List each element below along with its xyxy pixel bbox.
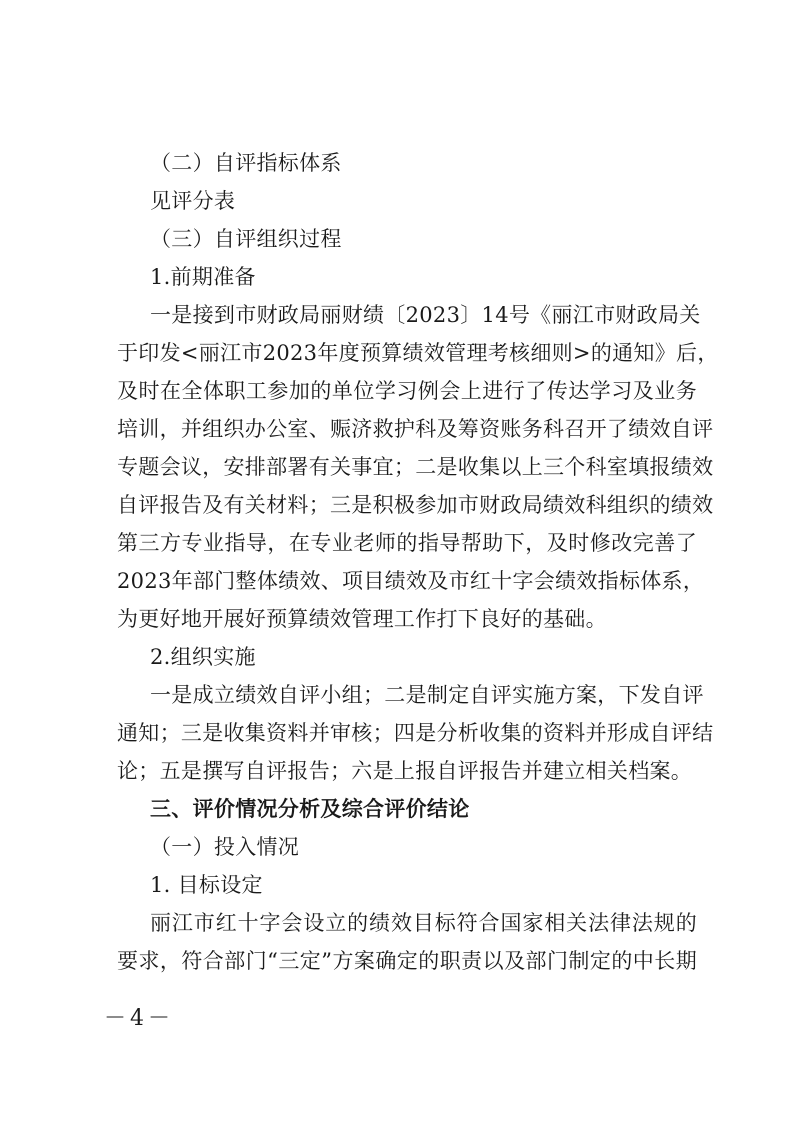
paragraph-line: 丽江市红十字会设立的绩效目标符合国家相关法律法规的 xyxy=(150,911,697,935)
paragraph-line: 要求，符合部门“三定”方案确定的职责以及部门制定的中长期 xyxy=(117,949,697,973)
paragraph-line: 专题会议，安排部署有关事宜；二是收集以上三个科室填报绩效 xyxy=(117,455,714,479)
subheading-goal-setting: 1. 目标设定 xyxy=(150,873,263,897)
paragraph-line: 及时在全体职工参加的单位学习例会上进行了传达学习及业务 xyxy=(117,379,697,403)
paragraph-line: 第三方专业指导，在专业老师的指导帮助下，及时修改完善了 xyxy=(117,531,697,555)
paragraph-line: 一是接到市财政局丽财绩〔2023〕14号《丽江市财政局关 xyxy=(150,303,701,327)
paragraph-line: 论；五是撰写自评报告；六是上报自评报告并建立相关档案。 xyxy=(117,759,693,783)
heading-input: （一）投入情况 xyxy=(150,835,300,859)
paragraph-line: 为更好地开展好预算绩效管理工作打下良好的基础。 xyxy=(117,607,607,631)
heading-self-eval-indicators: （二）自评指标体系 xyxy=(150,151,342,175)
paragraph-line: 2023年部门整体绩效、项目绩效及市红十字会绩效指标体系， xyxy=(117,569,705,593)
heading-self-eval-process: （三）自评组织过程 xyxy=(150,227,342,251)
subheading-implementation: 2.组织实施 xyxy=(150,645,256,669)
see-score-table: 见评分表 xyxy=(150,189,236,213)
paragraph-line: 自评报告及有关材料；三是积极参加市财政局绩效科组织的绩效 xyxy=(117,493,714,517)
page-number: －4－ xyxy=(104,1006,174,1031)
paragraph-line: 于印发<丽江市2023年度预算绩效管理考核细则>的通知》后， xyxy=(117,341,719,365)
paragraph-line: 通知；三是收集资料并审核；四是分析收集的资料并形成自评结 xyxy=(117,721,714,745)
paragraph-line: 一是成立绩效自评小组；二是制定自评实施方案，下发自评 xyxy=(150,683,704,707)
section-heading-evaluation: 三、评价情况分析及综合评价结论 xyxy=(150,797,470,821)
paragraph-line: 培训，并组织办公室、赈济救护科及筹资账务科召开了绩效自评 xyxy=(117,417,714,441)
subheading-preparation: 1.前期准备 xyxy=(150,265,256,289)
